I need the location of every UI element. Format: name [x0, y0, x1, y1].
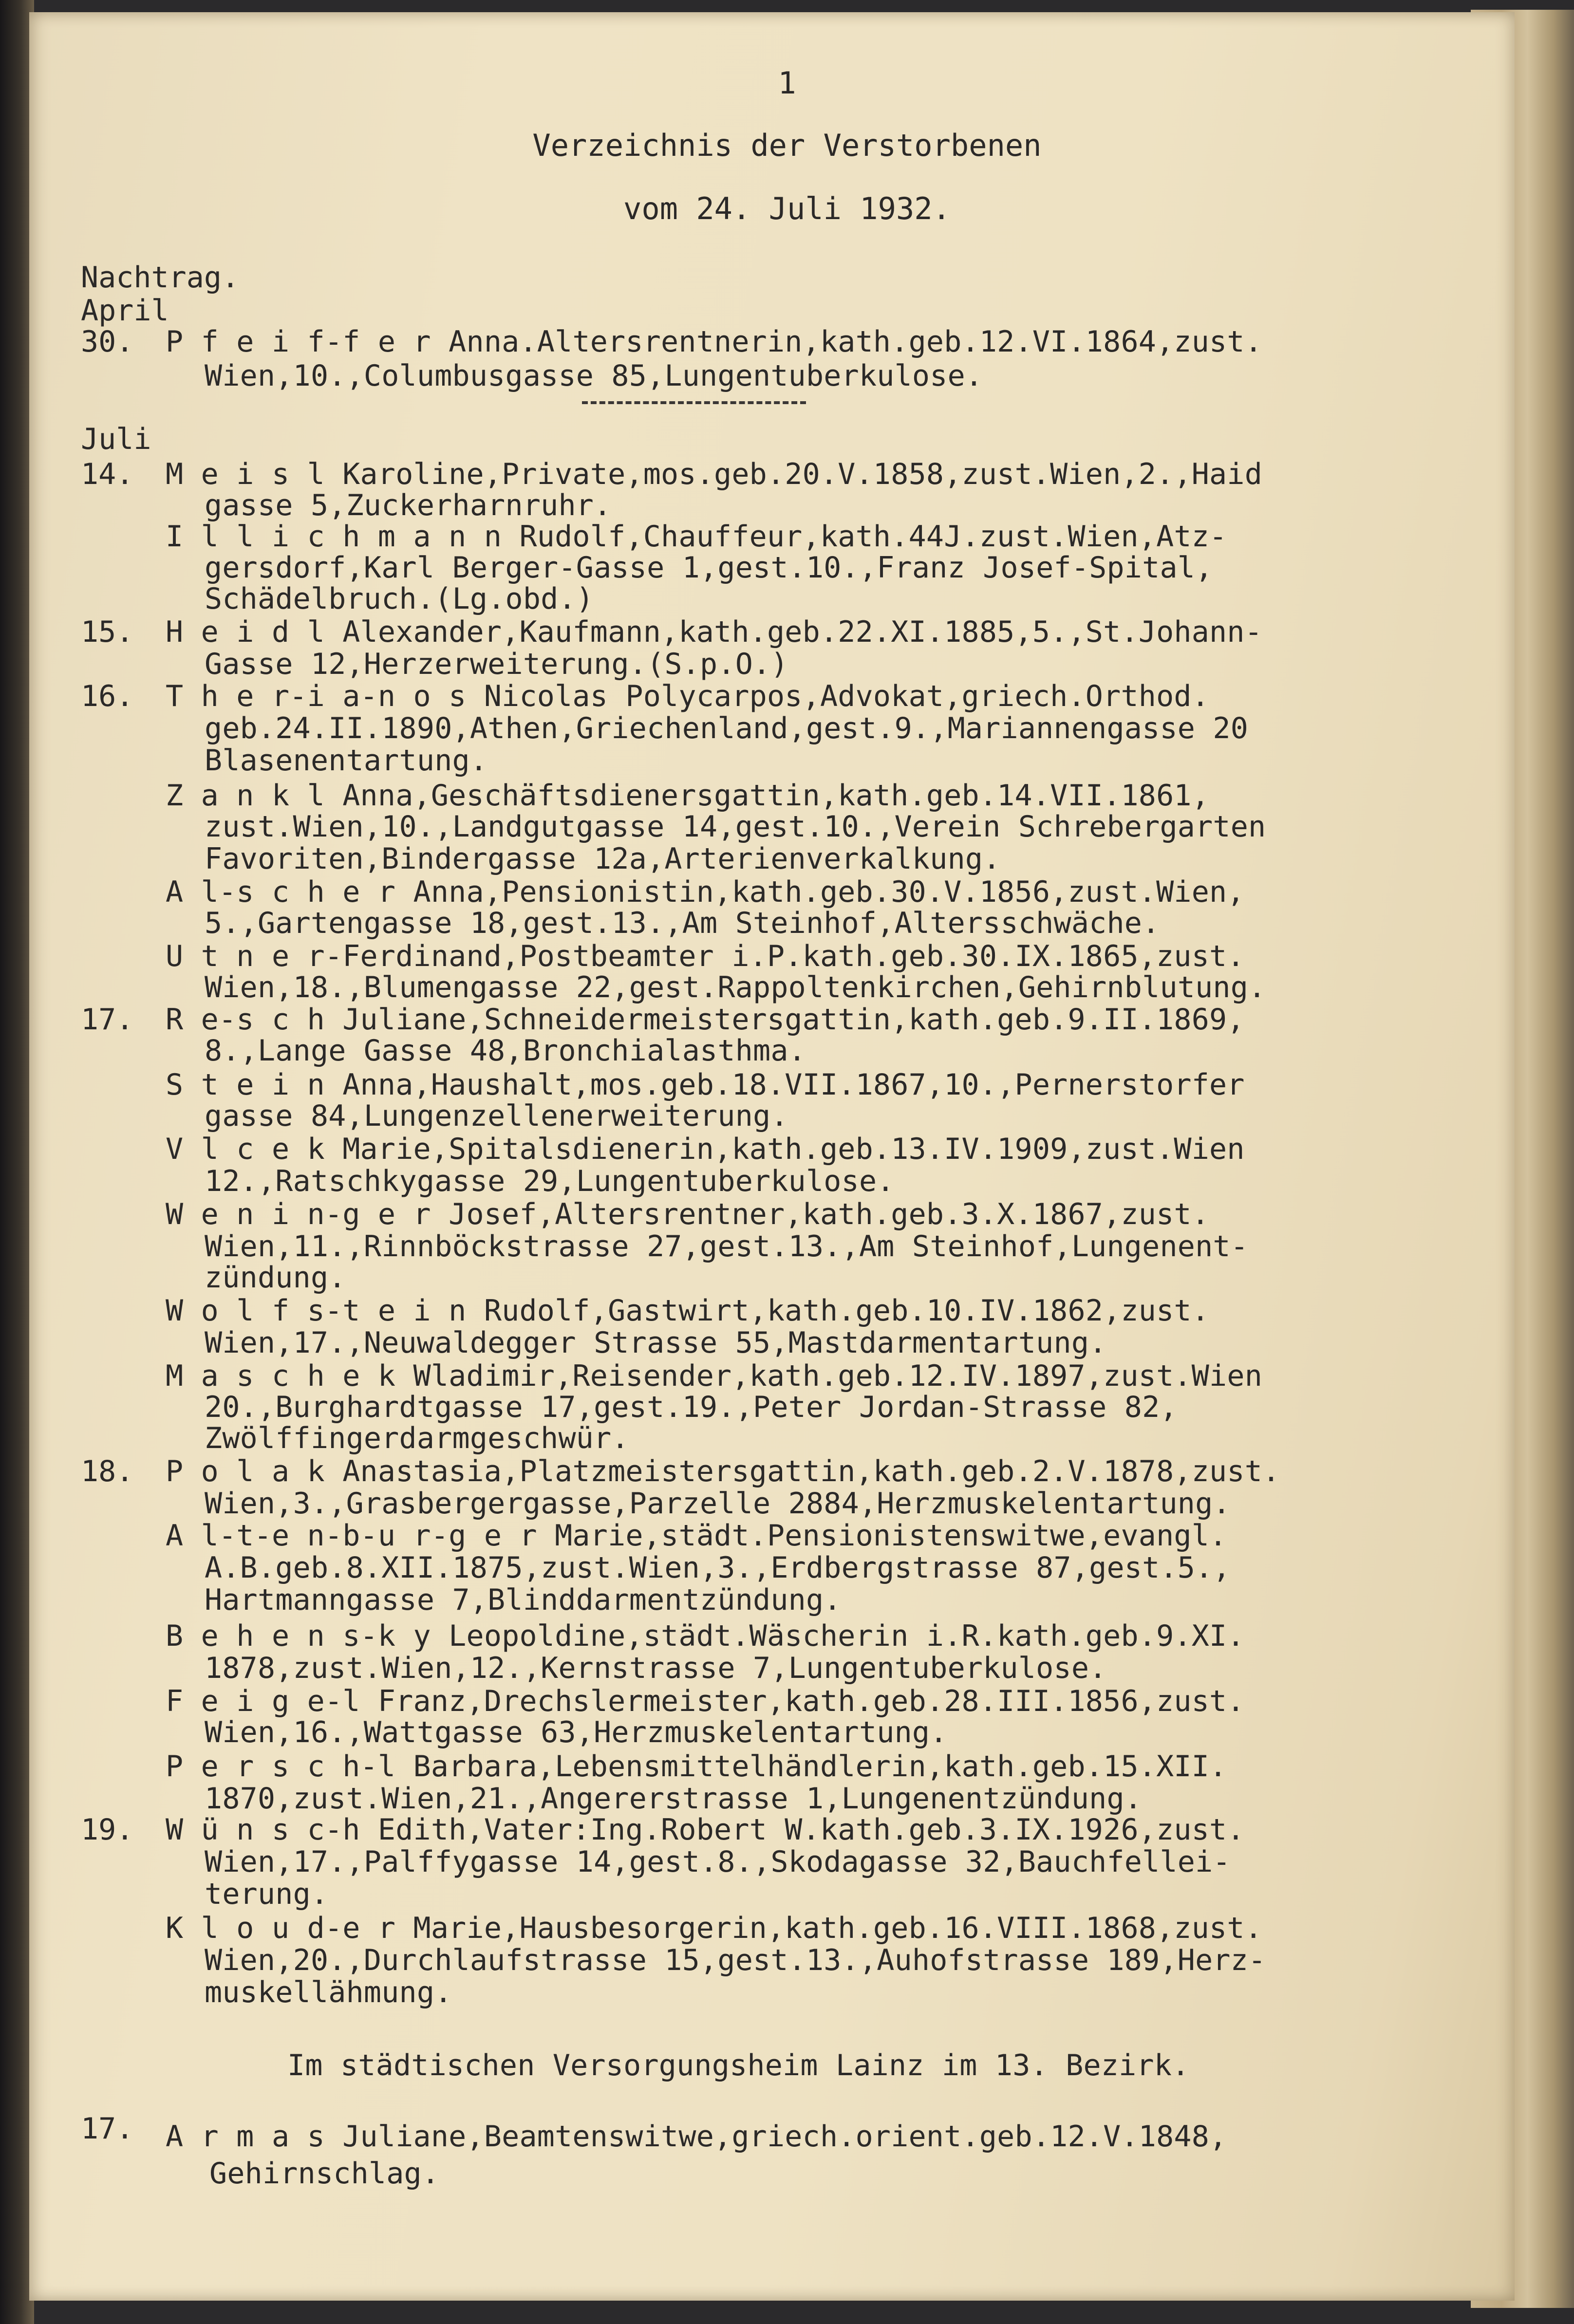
entry-date: 17. [81, 1003, 134, 1037]
entry-line: Wien,17.,Neuwaldegger Strasse 55,Mastdarmentartung. [205, 1326, 1107, 1360]
entry-line: F e i g e-l Franz,Drechslermeister,kath.geb.28.III.1856,zust. [166, 1684, 1245, 1718]
entry-date: 15. [81, 615, 134, 649]
entry-line: 5.,Gartengasse 18,gest.13.,Am Steinhof,Altersschwäche. [205, 906, 1160, 940]
entry-line: U t n e r-Ferdinand,Postbeamter i.P.kath.geb.30.IX.1865,zust. [166, 939, 1245, 973]
entry-date: 14. [81, 457, 134, 491]
entry-line: Zwölffingerdarmgeschwür. [205, 1421, 629, 1455]
entry-line: 20.,Burghardtgasse 17,gest.19.,Peter Jordan-Strasse 82, [205, 1390, 1178, 1424]
entry-line: Schädelbruch.(Lg.obd.) [205, 582, 594, 616]
entry-line: geb.24.II.1890,Athen,Griechenland,gest.9.,Mariannengasse 20 [205, 711, 1249, 745]
entry-line: P o l a k Anastasia,Platzmeistersgattin,kath.geb.2.V.1878,zust. [166, 1454, 1280, 1488]
entry-line: Wien,11.,Rinnböckstrasse 27,gest.13.,Am Steinhof,Lungenent- [205, 1229, 1249, 1264]
entry-date: 18. [81, 1454, 134, 1488]
entry-line: Wien,3.,Grasbergergasse,Parzelle 2884,Herzmuskelentartung. [205, 1487, 1231, 1521]
section-divider [582, 401, 806, 404]
entry-line: W e n i n-g e r Josef,Altersrentner,kath.geb.3.X.1867,zust. [166, 1197, 1210, 1231]
entry-line: M a s c h e k Wladimir,Reisender,kath.geb.12.IV.1897,zust.Wien [166, 1359, 1263, 1393]
entry-date: 16. [81, 679, 134, 713]
entry-line: Wien,10.,Columbusgasse 85,Lungentuberkulose. [205, 359, 983, 393]
entry-line: M e i s l Karoline,Private,mos.geb.20.V.1858,zust.Wien,2.,Haid [166, 457, 1263, 491]
month-april: April [81, 294, 169, 328]
entry-line: zust.Wien,10.,Landgutgasse 14,gest.10.,Verein Schrebergarten [205, 810, 1266, 844]
entry-line: P f e i f-f e r Anna.Altersrentnerin,kath.geb.12.VI.1864,zust. [166, 325, 1263, 359]
entry-line: Wien,17.,Palffygasse 14,gest.8.,Skodagasse 32,Bauchfellei- [205, 1845, 1231, 1879]
entry-line: A.B.geb.8.XII.1875,zust.Wien,3.,Erdbergstrasse 87,gest.5., [205, 1551, 1231, 1585]
document-subtitle: vom 24. Juli 1932. [623, 191, 951, 226]
entry-line: R e-s c h Juliane,Schneidermeistersgattin,kath.geb.9.II.1869, [166, 1003, 1245, 1037]
entry-line: Gasse 12,Herzerweiterung.(S.p.O.) [205, 647, 788, 681]
entry-line: A l-s c h e r Anna,Pensionistin,kath.geb.30.V.1856,zust.Wien, [166, 875, 1245, 909]
entry-line: muskellähmung. [205, 1975, 452, 2009]
section-lainz-heading: Im städtischen Versorgungsheim Lainz im 13. Bezirk. [287, 2048, 1190, 2082]
entry-line: T h e r-i a-n o s Nicolas Polycarpos,Advokat,griech.Orthod. [166, 679, 1210, 713]
entry-line: Z a n k l Anna,Geschäftsdienersgattin,kath.geb.14.VII.1861, [166, 779, 1210, 813]
page-number: 1 [778, 65, 796, 101]
entry-line: Blasenentartung. [205, 744, 488, 778]
entry-line: zündung. [205, 1261, 346, 1295]
entry-line: A l-t-e n-b-u r-g e r Marie,städt.Pensionistenswitwe,evangl. [166, 1519, 1227, 1553]
entry-line: I l l i c h m a n n Rudolf,Chauffeur,kath.44J.zust.Wien,Atz- [166, 520, 1227, 554]
entry-line: W ü n s c-h Edith,Vater:Ing.Robert W.kath.geb.3.IX.1926,zust. [166, 1813, 1245, 1847]
entry-line: K l o u d-e r Marie,Hausbesorgerin,kath.geb.16.VIII.1868,zust. [166, 1911, 1263, 1945]
entry-line: V l c e k Marie,Spitalsdienerin,kath.geb.13.IV.1909,zust.Wien [166, 1132, 1245, 1166]
entry-line: Wien,16.,Wattgasse 63,Herzmuskelentartung. [205, 1715, 948, 1749]
entry-line: terung. [205, 1877, 329, 1911]
entry-line: P e r s c h-l Barbara,Lebensmittelhändlerin,kath.geb.15.XII. [166, 1749, 1227, 1784]
entry-line: S t e i n Anna,Haushalt,mos.geb.18.VII.1867,10.,Pernerstorfer [166, 1068, 1245, 1102]
document-title: Verzeichnis der Verstorbenen [532, 128, 1042, 163]
entry-line: 8.,Lange Gasse 48,Bronchialasthma. [205, 1034, 806, 1068]
entry-line: 12.,Ratschkygasse 29,Lungentuberkulose. [205, 1164, 895, 1198]
entry-line: Gehirnschlag. [209, 2157, 440, 2191]
entry-line: gasse 5,Zuckerharnruhr. [205, 488, 612, 522]
entry-date: 17. [81, 2112, 134, 2146]
entry-line: Wien,20.,Durchlaufstrasse 15,gest.13.,Auhofstrasse 189,Herz- [205, 1943, 1266, 1977]
entry-date: 30. [81, 325, 134, 359]
entry-line: Favoriten,Bindergasse 12a,Arterienverkalkung. [205, 842, 1001, 876]
entry-line: 1870,zust.Wien,21.,Angererstrasse 1,Lungenentzündung. [205, 1782, 1143, 1816]
entry-line: H e i d l Alexander,Kaufmann,kath.geb.22.XI.1885,5.,St.Johann- [166, 615, 1263, 649]
entry-line: W o l f s-t e i n Rudolf,Gastwirt,kath.geb.10.IV.1862,zust. [166, 1294, 1210, 1328]
entry-line: gasse 84,Lungenzellenerweiterung. [205, 1099, 788, 1133]
entry-date: 19. [81, 1813, 134, 1847]
section-nachtrag: Nachtrag. [81, 260, 240, 295]
entry-line: 1878,zust.Wien,12.,Kernstrasse 7,Lungentuberkulose. [205, 1651, 1107, 1685]
entry-line: A r m a s Juliane,Beamtenswitwe,griech.orient.geb.12.V.1848, [166, 2119, 1227, 2154]
month-juli: Juli [81, 422, 151, 456]
entry-line: gersdorf,Karl Berger-Gasse 1,gest.10.,Franz Josef-Spital, [205, 551, 1213, 585]
entry-line: Hartmanngasse 7,Blinddarmentzündung. [205, 1583, 842, 1617]
entry-line: B e h e n s-k y Leopoldine,städt.Wäscherin i.R.kath.geb.9.XI. [166, 1619, 1245, 1653]
entry-line: Wien,18.,Blumengasse 22,gest.Rappoltenkirchen,Gehirnblutung. [205, 970, 1266, 1004]
